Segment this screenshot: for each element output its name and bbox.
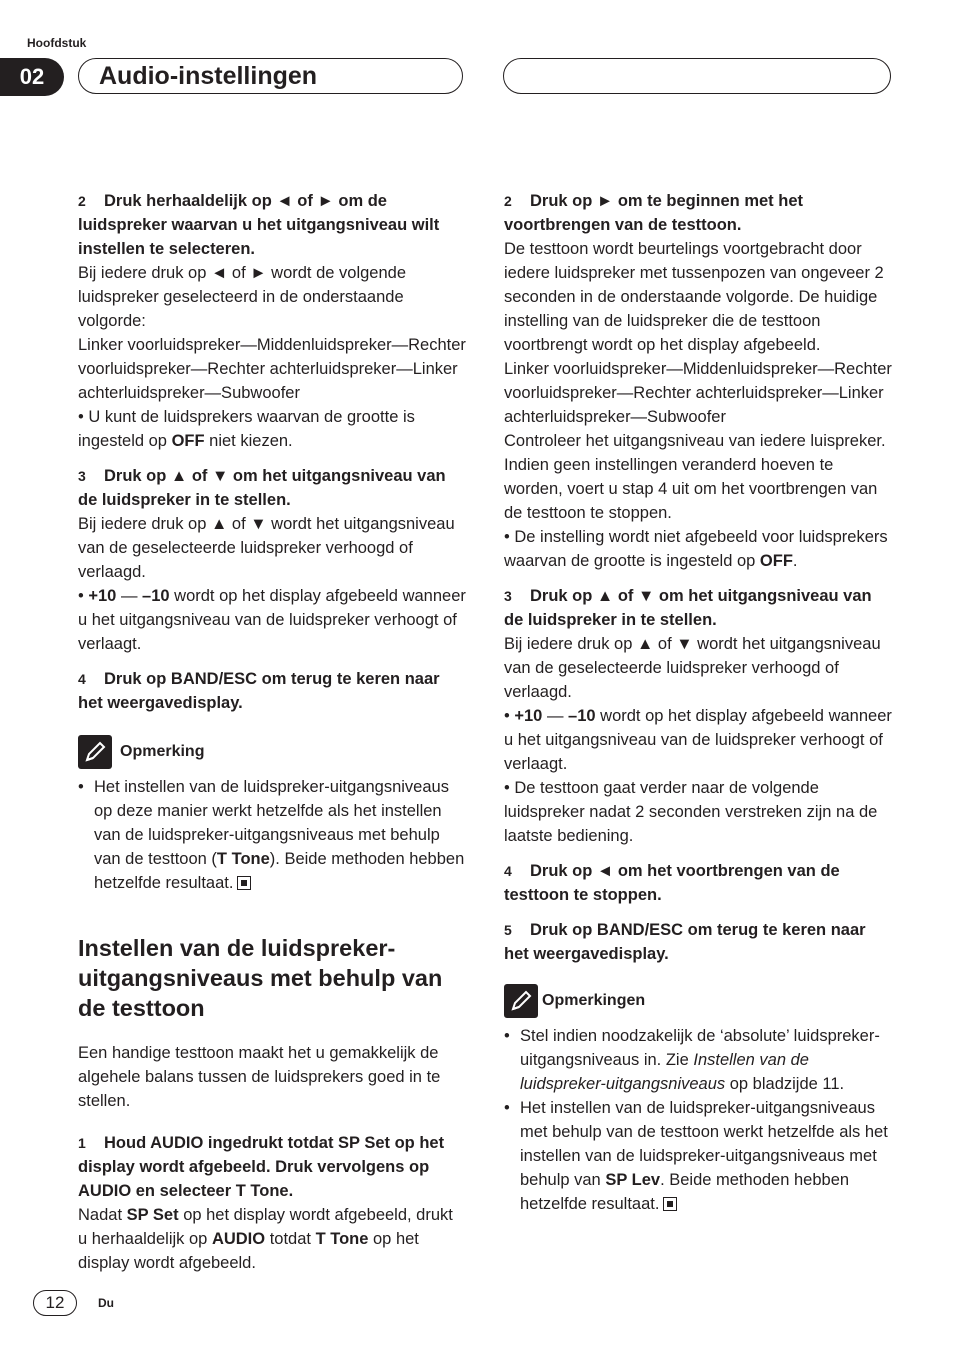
chapter-label: Hoofdstuk [27,36,87,50]
speaker-order: Linker voorluidspreker—Middenluidspreker—Rechter voorluidspreker—Rechter achterluidspreker—Linker achterluidspreker—Subwoofer [78,336,466,402]
notes-heading: Opmerkingen [504,984,894,1018]
section-intro: Een handige testtoon maakt het u gemakkelijk de algehele balans tussen de luidsprekers goed in te stellen. [78,1044,441,1110]
page-number: 12 [33,1290,77,1316]
tone-step-2-bullet: • De instelling wordt niet afgebeeld voor luidsprekers waarvan de grootte is ingesteld op OFF. [504,528,888,570]
chapter-title: Audio-instellingen [78,58,463,94]
pencil-icon [78,735,112,769]
tone-step-3-bullet: • +10 — –10 wordt op het display afgebeeld wanneer u het uitgangsniveau van de luidspreker verhoogt of verlaagt. [504,707,892,773]
tone-step-1: 1 Houd AUDIO ingedrukt totdat SP Set op het display wordt afgebeeld. Druk vervolgens op AUDIO en selecteer T Tone. [78,1134,445,1200]
left-column [78,189,466,1275]
empty-title-box [503,58,891,94]
note-heading: Opmerking [78,735,466,769]
tone-step-2-check: Controleer het uitgangsniveau van iedere luispreker. Indien geen instellingen veranderd hoeven te worden, voert u stap 4 uit om het voortbrengen van de testtoon te stoppen. [504,432,886,522]
pencil-icon [504,984,538,1018]
tone-step-3: 3 Druk op ▲ of ▼ om het uitgangsniveau van de luidspreker in te stellen. [504,587,872,629]
chapter-number-badge: 02 [0,58,64,96]
step-3: 3 Druk op ▲ of ▼ om het uitgangsniveau van de luidspreker in te stellen. [78,467,446,509]
tone-speaker-order: Linker voorluidspreker—Middenluidspreker—Rechter voorluidspreker—Rechter achterluidspreker—Linker achterluidspreker—Subwoofer [504,360,892,426]
step-2-body: Bij iedere druk op ◄ of ► wordt de volgende luidspreker geselecteerd in de onderstaande volgorde: [78,264,407,330]
tone-step-1-body: Nadat SP Set op het display wordt afgebeeld, drukt u herhaaldelijk op AUDIO totdat T Tone op het display wordt afgebeeld. [78,1206,453,1272]
step-3-bullet: • +10 — –10 wordt op het display afgebeeld wanneer u het uitgangsniveau van de luidspreker verhoogt of verlaagt. [78,587,466,653]
right-column [504,189,894,1216]
end-mark-icon [237,876,251,890]
notes-bullet-1: • Stel indien noodzakelijk de ‘absolute’ luidspreker-uitgangsniveaus in. Zie Instellen van de luidspreker-uitgangsniveaus op bladzijde 11. [504,1027,880,1093]
notes-bullet-2: • Het instellen van de luidspreker-uitgangsniveaus met behulp van de testtoon werkt hetzelfde als het instellen van de luidspreker-uitgangsniveaus met behulp van SP Lev. Beide methoden hebben hetzelfde resultaat. [504,1099,888,1213]
tone-step-3-bullet-2: • De testtoon gaat verder naar de volgende luidspreker nadat 2 seconden verstreken zijn na de laatste bediening. [504,779,878,845]
step-3-body: Bij iedere druk op ▲ of ▼ wordt het uitgangsniveau van de geselecteerde luidspreker verhoogd of verlaagd. [78,515,455,581]
section-title: Instellen van de luidspreker-uitgangsniveaus met behulp van de testtoon [78,935,443,1021]
language-code: Du [98,1296,114,1310]
step-4: 4 Druk op BAND/ESC om terug te keren naar het weergavedisplay. [78,670,440,712]
tone-step-5: 5 Druk op BAND/ESC om terug te keren naar het weergavedisplay. [504,921,866,963]
tone-step-3-body: Bij iedere druk op ▲ of ▼ wordt het uitgangsniveau van de geselecteerde luidspreker verhoogd of verlaagd. [504,635,881,701]
tone-step-2-body: De testtoon wordt beurtelings voortgebracht door iedere luidspreker met tussenpozen van ongeveer 2 seconden in de onderstaande volgorde. De huidige instelling van de luidspreker die de testtoon voortbrengt wordt op het display afgebeeld. [504,240,884,354]
tone-step-2: 2 Druk op ► om te beginnen met het voortbrengen van de testtoon. [504,192,804,234]
step-2: 2 Druk herhaaldelijk op ◄ of ► om de luidspreker waarvan u het uitgangsniveau wilt instellen te selecteren. [78,192,440,258]
end-mark-icon [663,1197,677,1211]
tone-step-4: 4 Druk op ◄ om het voortbrengen van de testtoon te stoppen. [504,862,840,904]
note-bullet: • Het instellen van de luidspreker-uitgangsniveaus op deze manier werkt hetzelfde als het instellen van de luidspreker-uitgangsniveaus met behulp van de testtoon (T Tone). Beide methoden hebben hetzelfde resultaat. [78,778,465,892]
step-2-bullet: • U kunt de luidsprekers waarvan de grootte is ingesteld op OFF niet kiezen. [78,408,415,450]
